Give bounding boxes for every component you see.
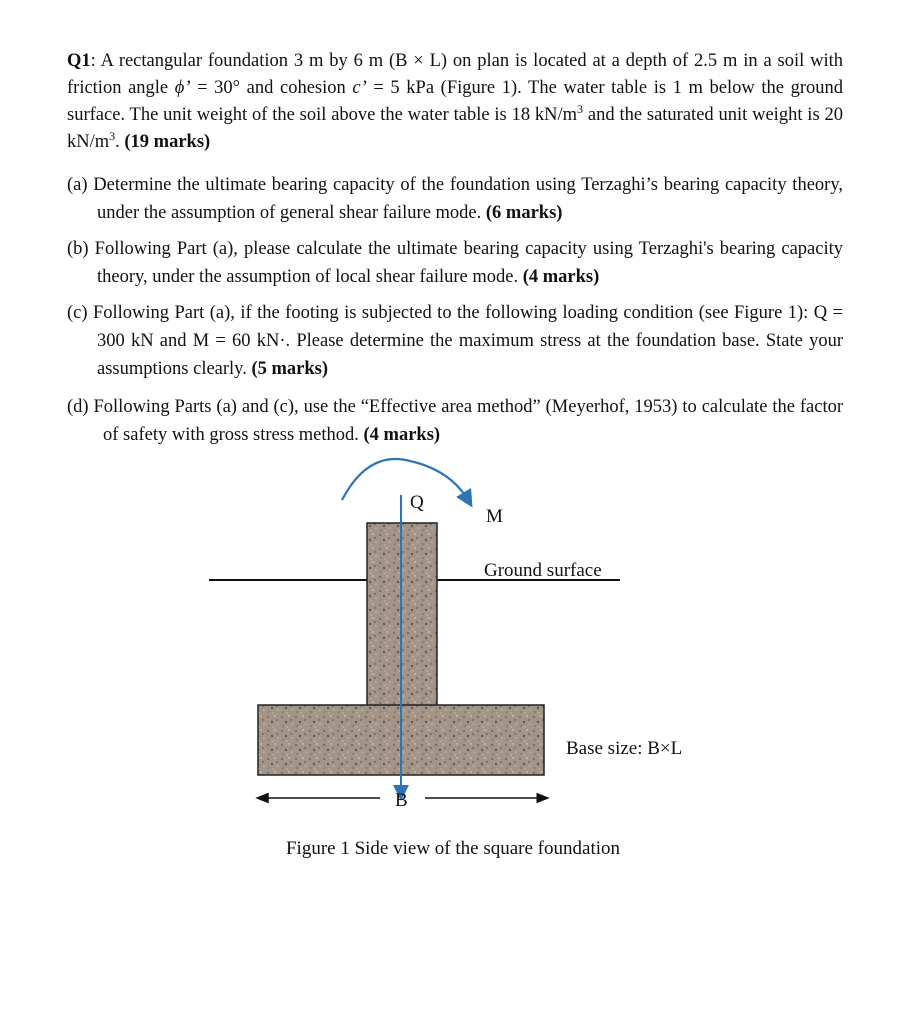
- part-a: (a) Determine the ultimate bearing capacity of the foundation using Terzaghi’s bearing capacity theory, under the assumption of general shear failure mode. (6 marks): [67, 175, 843, 223]
- part-b-marks: (4 marks): [522, 267, 600, 287]
- foundation-figure: [0, 440, 898, 880]
- ground-surface-label: Ground surface: [484, 560, 602, 581]
- part-d-marks: (4 marks): [363, 425, 441, 445]
- part-b: (b) Following Part (a), please calculate the ultimate bearing capacity using Terzaghi's bearing capacity theory, under the assumption of local shear failure mode. (4 marks): [67, 239, 843, 287]
- phi-symbol: ϕ’: [174, 78, 191, 98]
- base-size-label: Base size: B×L: [566, 738, 683, 759]
- load-q-label: Q: [410, 492, 424, 513]
- part-a-marks: (6 marks): [485, 203, 563, 223]
- width-b-label: B: [395, 790, 408, 811]
- moment-m-label: M: [486, 506, 503, 527]
- question-number: Q1: [67, 51, 91, 71]
- question-marks: (19 marks): [124, 132, 211, 152]
- part-d: (d) Following Parts (a) and (c), use the “Effective area method” (Meyerhof, 1953) to calculate the factor of safety with gross stress method. (4 marks): [67, 397, 843, 445]
- moment-arrow: [342, 459, 468, 500]
- part-c: (c) Following Part (a), if the footing is subjected to the following loading condition (see Figure 1): Q = 300 kN and M = 60 kN·. Please determine the maximum stress at the foundation base. State your assumptions clearly. (5 marks): [67, 303, 843, 379]
- cohesion-symbol: c’: [352, 78, 367, 98]
- figure-caption: Figure 1 Side view of the square foundation: [285, 838, 620, 859]
- part-c-marks: (5 marks): [251, 359, 329, 379]
- question-stem: Q1: A rectangular foundation 3 m by 6 m (B × L) on plan is located at a depth of 2.5 m in a soil with friction angle ϕ’ = 30° and cohesion c’ = 5 kPa (Figure 1). The water table is 1 m below the ground surface. The unit weight of the soil above the water table is 18 $kN/m^3$ and the saturated unit weight is 20 $kN/m^3$. (19 marks): [67, 51, 843, 152]
